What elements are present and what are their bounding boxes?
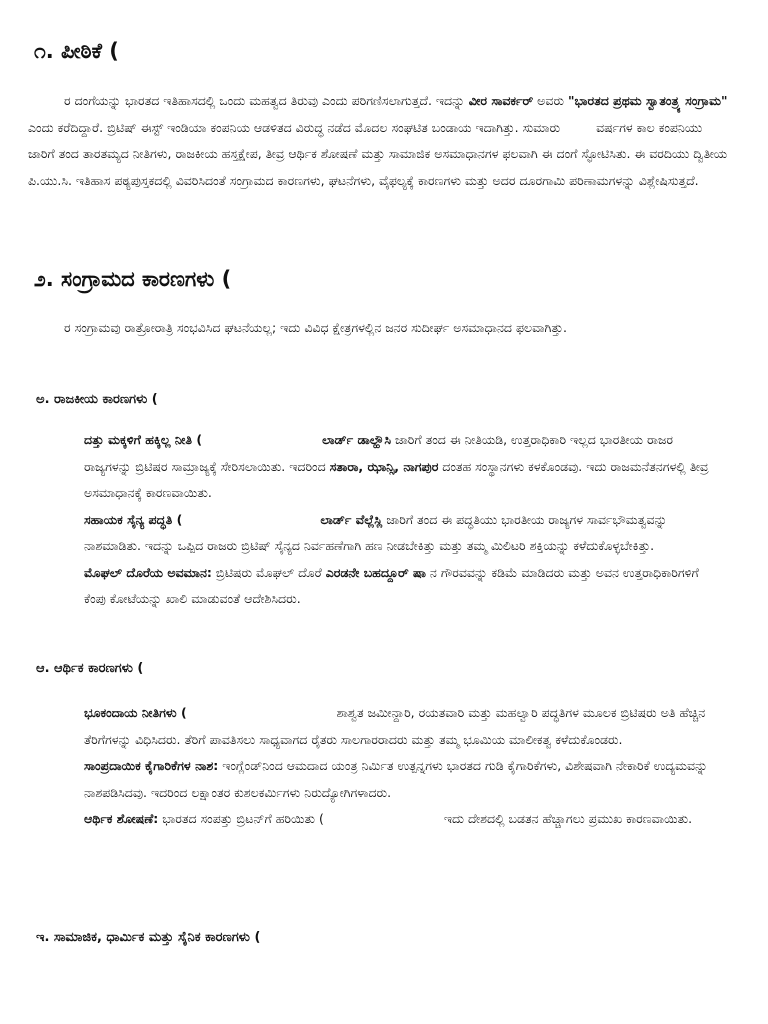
item-title: ಆರ್ಥಿಕ ಶೋಷಣೆ:	[84, 811, 159, 826]
item-text: ಇಂಗ್ಲೆಂಡ್‌ನಿಂದ ಆಮದಾದ ಯಂತ್ರ ನಿರ್ಮಿತ ಉತ್ಪನ್ನಗಳು ಭಾರತದ ಗುಡಿ ಕೈಗಾರಿಕೆಗಳು, ವಿಶೇಷವಾಗಿ ನೇಕಾರಿಕೆ ಉದ್ಯಮವನ್ನು ನಾಶಪಡಿಸಿದವು. ಇದರಿಂದ ಲಕ್ಷಾಂತರ ಕುಶಲಕರ್ಮಿಗಳು ನಿರುದ್ಯೋಗಿಗಳಾದರು.	[84, 758, 708, 800]
item-title: ಮೊಘಲ್ ದೊರೆಯ ಅವಮಾನ:	[84, 564, 212, 580]
intro-text-2: ಅವರು	[533, 93, 568, 108]
item-text: ಭಾರತದ ಸಂಪತ್ತು ಬ್ರಿಟನ್‌ಗೆ ಹರಿಯಿತು (	[158, 811, 324, 826]
item-title: ದತ್ತು ಮಕ್ಕಳಿಗೆ ಹಕ್ಕಿಲ್ಲ ನೀತಿ (	[84, 432, 203, 447]
subheading-political-causes: ಅ. ರಾಜಕೀಯ ಕಾರಣಗಳು (	[36, 392, 158, 407]
item-bold-states: ಸತಾರಾ, ಝಾನ್ಸಿ, ನಾಗಪುರ	[329, 458, 439, 474]
item-text: ಶಾಶ್ವತ ಜಮೀನ್ದಾರಿ, ರಯತವಾರಿ ಮತ್ತು ಮಹಲ್ವಾರಿ ಪದ್ಧತಿಗಳ ಮೂಲಕ ಬ್ರಿಟಿಷರು ಅತಿ ಹೆಚ್ಚಿನ ತೆರಿಗೆಗಳನ್ನು ವಿಧಿಸಿದರು. ತೆರಿಗೆ ಪಾವತಿಸಲು ಸಾಧ್ಯವಾಗದ ರೈತರು ಸಾಲಗಾರರಾದರು ಮತ್ತು ತಮ್ಮ ಭೂಮಿಯ ಮಾಲೀಕತ್ವ ಕಳೆದುಕೊಂಡರು.	[84, 705, 706, 747]
item-title: ಸಾಂಪ್ರದಾಯಿಕ ಕೈಗಾರಿಕೆಗಳ ನಾಶ:	[84, 758, 219, 773]
causes-intro-text: ರ ಸಂಗ್ರಾಮವು ರಾತ್ರೋರಾತ್ರಿ ಸಂಭವಿಸಿದ ಘಟನೆಯಲ್ಲ; ಇದು ವಿವಿಧ ಕ್ಷೇತ್ರಗಳಲ್ಲಿನ ಜನರ ಸುದೀರ್ಘ ಅಸಮಾಧಾನದ ಫಲವಾಗಿತ್ತು.	[64, 320, 567, 335]
list-item-industry-destruction	[84, 753, 724, 806]
item-title: ಸಹಾಯಕ ಸೈನ್ಯ ಪದ್ಧತಿ (	[84, 511, 183, 527]
item-text-2: ಇದು ದೇಶದಲ್ಲಿ ಬಡತನ ಹೆಚ್ಚಾಗಲು ಪ್ರಮುಖ ಕಾರಣವಾಯಿತು.	[443, 811, 693, 826]
subheading-economic-causes: ಆ. ಆರ್ಥಿಕ ಕಾರಣಗಳು (	[36, 661, 144, 676]
intro-text-4: ವರ್ಷಗಳ ಕಾಲ ಕಂಪನಿಯು ಜಾರಿಗೆ ತಂದ ತಾರತಮ್ಯದ ನೀತಿಗಳು, ರಾಜಕೀಯ ಹಸ್ತಕ್ಷೇಪ, ತೀವ್ರ ಆರ್ಥಿಕ ಶೋಷಣೆ ಮತ್ತು ಸಾಮಾಜಿಕ ಅಸಮಾಧಾನಗಳ ಫಲವಾಗಿ ಈ ದಂಗೆ ಸ್ಫೋಟಿಸಿತು. ಈ ವರದಿಯು ದ್ವಿತೀಯ ಪಿ.ಯು.ಸಿ. ಇತಿಹಾಸ ಪಠ್ಯಪುಸ್ತಕದಲ್ಲಿ ವಿವರಿಸಿದಂತೆ ಸಂಗ್ರಾಮದ ಕಾರಣಗಳು, ಘಟನೆಗಳು, ವೈಫಲ್ಯಕ್ಕೆ ಕಾರಣಗಳು ಮತ್ತು ಅದರ ದೂರಗಾಮಿ ಪರಿಣಾಮಗಳನ್ನು ವಿಶ್ಲೇಷಿಸುತ್ತದೆ.	[28, 119, 728, 188]
item-text-2: ನ ಗೌರವವನ್ನು ಕಡಿಮೆ ಮಾಡಿದರು ಮತ್ತು ಅವನ ಉತ್ತರಾಧಿಕಾರಿಗಳಿಗೆ ಕೆಂಪು ಕೋಟೆಯನ್ನು ಖಾಲಿ ಮಾಡುವಂತೆ ಆದೇಶಿಸಿದರು.	[84, 564, 699, 606]
section-heading-causes: ೨. ಸಂಗ್ರಾಮದ ಕಾರಣಗಳು (	[34, 267, 232, 291]
list-item-land-revenue	[84, 700, 724, 753]
intro-bold-first-war: "ಭಾರತದ ಪ್ರಥಮ ಸ್ವಾತಂತ್ರ್ಯ ಸಂಗ್ರಾಮ"	[568, 93, 728, 108]
item-bold-wellesley: ಲಾರ್ಡ್ ವೆಲ್ಲೆಸ್ಲಿ	[320, 511, 383, 527]
political-causes-list	[84, 427, 724, 613]
item-bold-bahadur-shah: ಎರಡನೇ ಬಹದ್ದೂರ್ ಷಾ	[325, 564, 426, 580]
item-title: ಭೂಕಂದಾಯ ನೀತಿಗಳು (	[84, 705, 187, 720]
list-item-subsidiary-alliance	[84, 507, 724, 560]
item-text-2: ದಂತಹ ಸಂಸ್ಥಾನಗಳು ಕಳಕೊಂಡವು. ಇದು ರಾಜಮನೆತನಗಳಲ್ಲಿ ತೀವ್ರ ಅಸಮಾಧಾನಕ್ಕೆ ಕಾರಣವಾಯಿತು.	[84, 458, 709, 500]
item-text: ಜಾರಿಗೆ ತಂದ ಈ ಪದ್ಧತಿಯು ಭಾರತೀಯ ರಾಜ್ಯಗಳ ಸಾರ್ವಭೌಮತ್ವವನ್ನು ನಾಶಮಾಡಿತು. ಇದನ್ನು ಒಪ್ಪಿದ ರಾಜರು ಬ್ರಿಟಿಷ್ ಸೈನ್ಯದ ನಿರ್ವಹಣೆಗಾಗಿ ಹಣ ನೀಡಬೇಕಿತ್ತು ಮತ್ತು ತಮ್ಮ ಮಿಲಿಟರಿ ಶಕ್ತಿಯನ್ನು ಕಳೆದುಕೊಳ್ಳಬೇಕಿತ್ತು.	[84, 511, 668, 553]
intro-text-3: ಎಂದು ಕರೆದಿದ್ದಾರೆ. ಬ್ರಿಟಿಷ್ ಈಸ್ಟ್ ಇಂಡಿಯಾ ಕಂಪನಿಯ ಆಡಳಿತದ ವಿರುದ್ಧ ನಡೆದ ಮೊದಲ ಸಂಘಟಿತ ಬಂಡಾಯ ಇದಾಗಿತ್ತು. ಸುಮಾರು	[28, 119, 561, 135]
list-item-mughal-insult	[84, 560, 724, 613]
intro-bold-savarkar: ವೀರ ಸಾವರ್ಕರ್	[468, 93, 534, 108]
causes-intro-paragraph	[28, 315, 728, 342]
list-item-doctrine-of-lapse	[84, 427, 724, 507]
item-text: ಬ್ರಿಟಿಷರು ಮೊಘಲ್ ದೊರೆ	[211, 564, 326, 580]
item-text: ಜಾರಿಗೆ ತಂದ ಈ ನೀತಿಯಡಿ, ಉತ್ತರಾಧಿಕಾರಿ ಇಲ್ಲದ ಭಾರತೀಯ ರಾಜರ ರಾಜ್ಯಗಳನ್ನು ಬ್ರಿಟಿಷರ ಸಾಮ್ರಾಜ್ಯಕ್ಕೆ ಸೇರಿಸಲಾಯಿತು. ಇದರಿಂದ	[84, 432, 673, 474]
section-heading-introduction: ೧. ಪೀಠಿಕೆ (	[34, 39, 119, 63]
item-bold-dalhousie: ಲಾರ್ಡ್ ಡಾಲ್ಹೌಸಿ	[322, 432, 392, 447]
intro-text-1: ರ ದಂಗೆಯನ್ನು ಭಾರತದ ಇತಿಹಾಸದಲ್ಲಿ ಒಂದು ಮಹತ್ವದ ತಿರುವು ಎಂದು ಪರಿಗಣಿಸಲಾಗುತ್ತದೆ. ಇದನ್ನು	[64, 93, 469, 108]
subheading-social-causes: ಇ. ಸಾಮಾಜಿಕ, ಧಾರ್ಮಿಕ ಮತ್ತು ಸೈನಿಕ ಕಾರಣಗಳು (	[36, 930, 261, 945]
introduction-paragraph	[28, 88, 728, 194]
list-item-economic-exploitation	[84, 806, 724, 833]
economic-causes-list	[84, 700, 724, 833]
